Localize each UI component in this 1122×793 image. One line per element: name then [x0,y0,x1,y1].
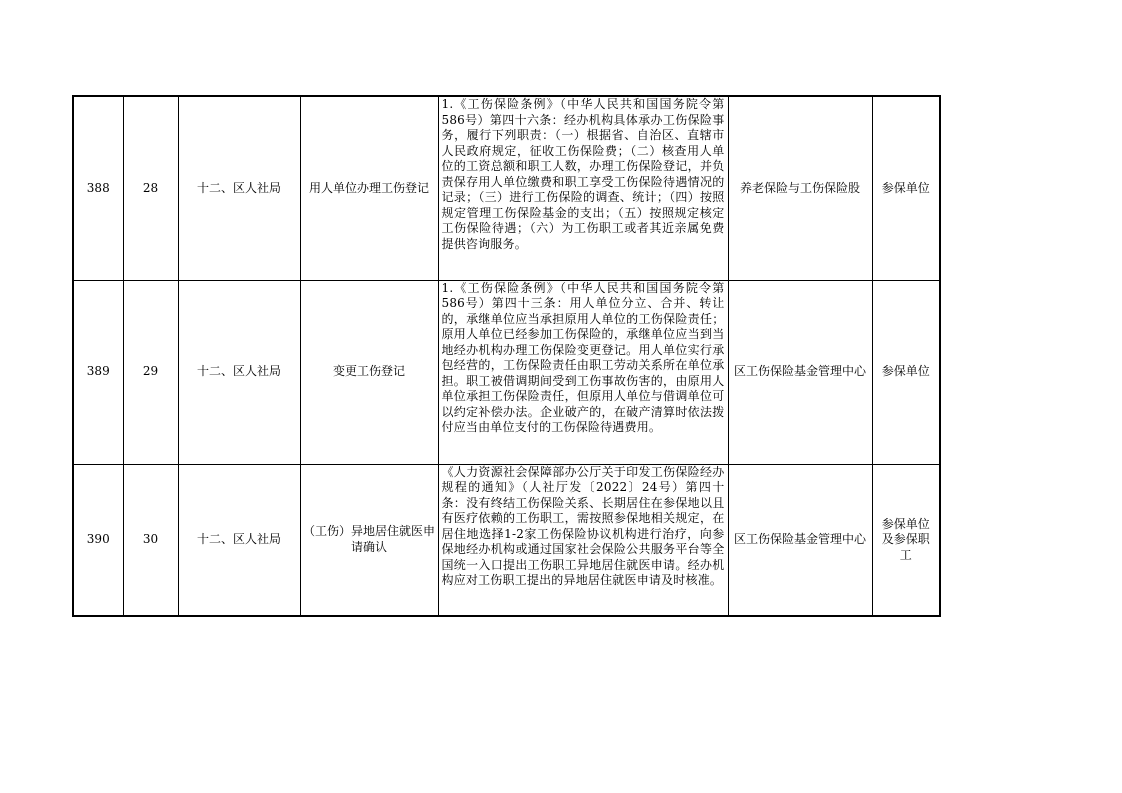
row-authority: 十二、区人社局 [178,280,300,464]
row-service-target: 参保单位及参保职工 [872,464,940,616]
table-row [73,96,940,280]
row-legal-basis: 1.《工伤保险条例》（中华人民共和国国务院令第586号）第四十六条：经办机构具体承办工伤保险事务，履行下列职责：（一）根据省、自治区、直辖市人民政府规定，征收工伤保险费；（二）核查用人单位的工资总额和职工人数，办理工伤保险登记，并负责保存用人单位缴费和职工享受工伤保险待遇情况的记录；（三）进行工伤保险的调查、统计；（四）按照规定管理工伤保险基金的支出；（五）按照规定核定工伤保险待遇；（六）为工伤职工或者其近亲属免费提供咨询服务。 [438,96,728,280]
row-authority: 十二、区人社局 [178,464,300,616]
row-legal-basis: 1.《工伤保险条例》（中华人民共和国国务院令第586号）第四十三条：用人单位分立、合并、转让的，承继单位应当承担原用人单位的工伤保险责任；原用人单位已经参加工伤保险的，承继单位应当到当地经办机构办理工伤保险变更登记。用人单位实行承包经营的，工伤保险责任由职工劳动关系所在单位承担。职工被借调期间受到工伤事故伤害的，由原用人单位承担工伤保险责任，但原用人单位与借调单位可以约定补偿办法。企业破产的，在破产清算时依法拨付应当由单位支付的工伤保险待遇费用。 [438,280,728,464]
row-item-name: 用人单位办理工伤登记 [300,96,438,280]
row-legal-basis: 《人力资源社会保障部办公厅关于印发工伤保险经办规程的通知》（人社厅发〔2022〕24号）第四十条：没有终结工伤保险关系、长期居住在参保地以且有医疗依赖的工伤职工，需按照参保地相关规定，在居住地选择1-2家工伤保险协议机构进行治疗，向参保地经办机构或通过国家社会保险公共服务平台等全国统一入口提出工伤职工异地居住就医申请。经办机构应对工伤职工提出的异地居住就医申请及时核准。 [438,464,728,616]
row-seq: 390 [73,464,123,616]
row-item-name: （工伤）异地居住就医申请确认 [300,464,438,616]
row-service-target: 参保单位 [872,96,940,280]
row-sub-seq: 29 [123,280,178,464]
row-authority: 十二、区人社局 [178,96,300,280]
table-row [73,464,940,616]
row-department: 养老保险与工伤保险股 [728,96,872,280]
row-department: 区工伤保险基金管理中心 [728,464,872,616]
row-seq: 389 [73,280,123,464]
table-row [73,280,940,464]
row-seq: 388 [73,96,123,280]
row-service-target: 参保单位 [872,280,940,464]
service-items-table [72,95,941,617]
row-department: 区工伤保险基金管理中心 [728,280,872,464]
row-sub-seq: 28 [123,96,178,280]
row-item-name: 变更工伤登记 [300,280,438,464]
row-sub-seq: 30 [123,464,178,616]
